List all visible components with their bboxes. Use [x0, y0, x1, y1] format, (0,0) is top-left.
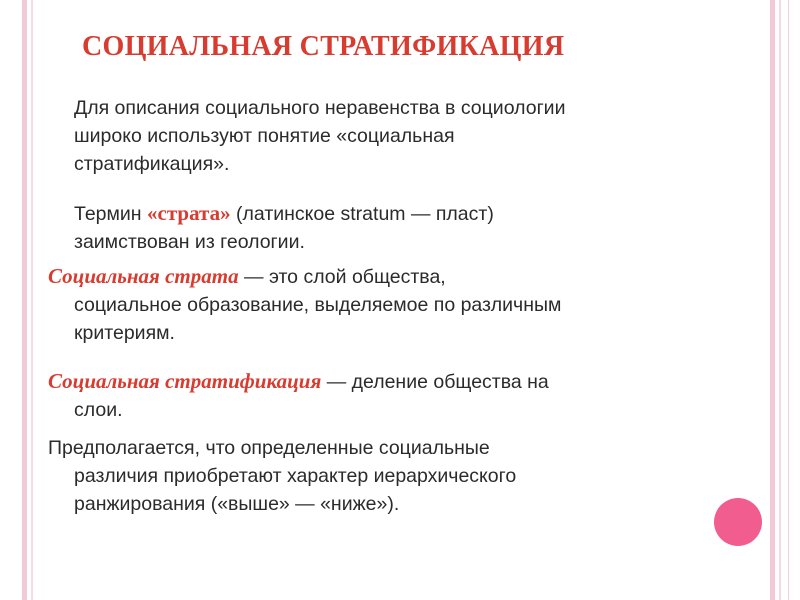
- text-suffix: — деление общества на: [321, 371, 549, 393]
- paragraph-assumption: [48, 434, 516, 518]
- term-highlight: Социальная стратификация: [48, 369, 322, 393]
- paragraph-line: [48, 367, 549, 396]
- left-frame-line: [22, 0, 27, 600]
- right-frame-edge-line: [788, 0, 789, 600]
- paragraph-line: слои.: [74, 399, 123, 421]
- decorative-pink-circle: [714, 498, 762, 546]
- paragraph-line: критериям.: [74, 322, 175, 344]
- text-prefix: Термин: [74, 203, 147, 225]
- paragraph-line: Предполагается, что определенные социальные: [48, 437, 490, 459]
- paragraph-term-strata: [74, 199, 494, 256]
- paragraph-line: широко используют понятие «социальная: [74, 125, 455, 147]
- text-suffix: (латинское stratum — пласт): [230, 203, 494, 225]
- paragraph-line: ранжирования («выше» — «ниже»).: [74, 493, 400, 515]
- paragraph-social-stratification: [48, 367, 549, 424]
- slide-title: СОЦИАЛЬНАЯ СТРАТИФИКАЦИЯ: [82, 31, 565, 62]
- paragraph-line: социальное образование, выделяемое по различным: [74, 294, 562, 316]
- paragraph-line: Для описания социального неравенства в социологии: [74, 97, 566, 119]
- right-frame-line: [770, 0, 775, 600]
- paragraph-line: стратификация».: [74, 153, 230, 175]
- paragraph-line: [48, 262, 561, 291]
- left-frame-inner-line: [31, 0, 33, 600]
- paragraph-intro: [74, 94, 565, 178]
- paragraph-line: заимствован из геологии.: [74, 231, 305, 253]
- term-highlight: Социальная страта: [48, 264, 239, 288]
- term-highlight: «страта»: [147, 201, 231, 225]
- paragraph-social-strata: [48, 262, 561, 347]
- paragraph-line: [74, 199, 494, 228]
- right-frame-inner-line: [779, 0, 781, 600]
- paragraph-line: различия приобретают характер иерархического: [74, 465, 517, 487]
- text-suffix: — это слой общества,: [238, 266, 446, 288]
